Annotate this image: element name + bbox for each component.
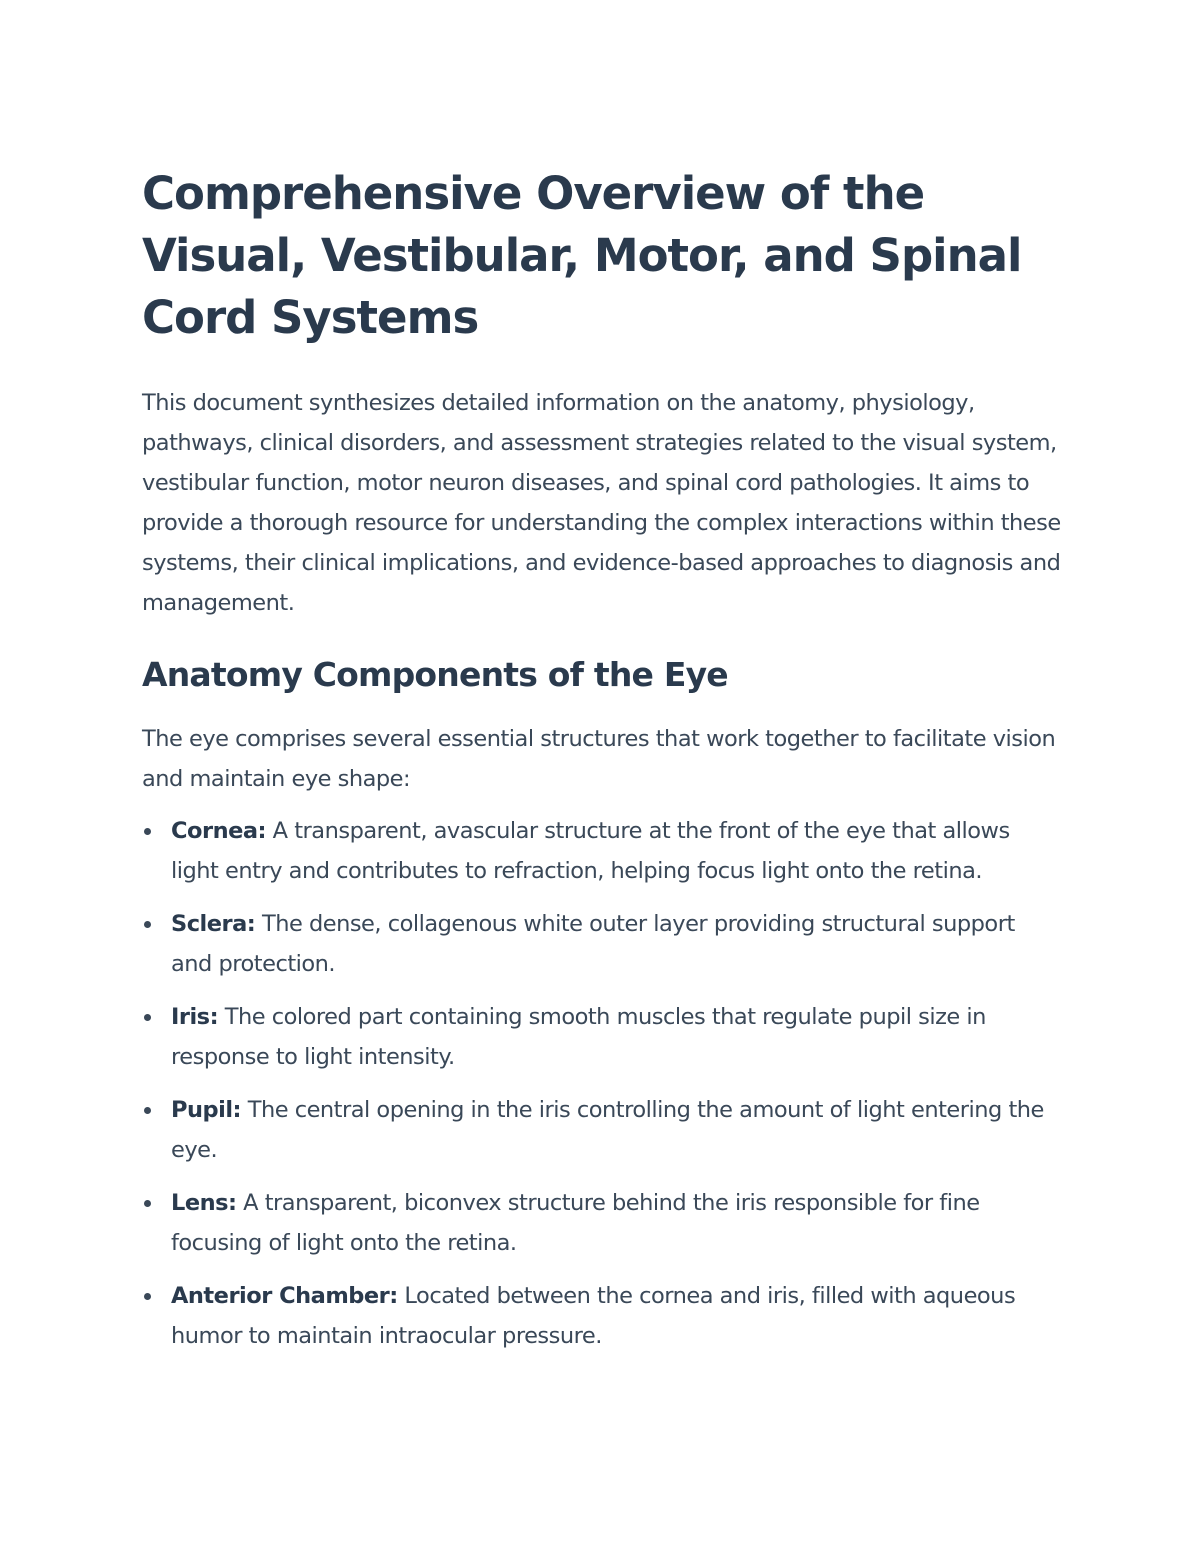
list-item-sclera xyxy=(142,904,1062,984)
list-item-term: Pupil: xyxy=(171,1097,242,1123)
bullet-icon xyxy=(144,1014,151,1021)
document-title: Comprehensive Overview of the Visual, Vestibular, Motor, and Spinal Cord Systems xyxy=(142,167,1022,344)
list-item-text: A transparent, biconvex structure behind the iris responsible for fine focusing of light onto the retina. xyxy=(171,1190,980,1256)
list-item-text: A transparent, avascular structure at the front of the eye that allows light entry and contributes to refraction, helping focus light onto the retina. xyxy=(171,818,1010,884)
document-page xyxy=(142,163,1062,1369)
eye-components-list xyxy=(142,811,1062,1356)
bullet-icon xyxy=(144,828,151,835)
bullet-icon xyxy=(144,1107,151,1114)
section-heading: Anatomy Components of the Eye xyxy=(142,655,728,694)
bullet-icon xyxy=(144,1293,151,1300)
list-item-term: Iris: xyxy=(171,1004,219,1030)
list-item-anterior-chamber xyxy=(142,1276,1062,1356)
list-item-term: Anterior Chamber: xyxy=(171,1283,398,1309)
list-item-term: Sclera: xyxy=(171,911,256,937)
list-item-lens xyxy=(142,1183,1062,1263)
list-item-cornea xyxy=(142,811,1062,891)
list-item-text: The central opening in the iris controlling the amount of light entering the eye. xyxy=(171,1097,1044,1163)
list-item-iris xyxy=(142,997,1062,1077)
list-item-pupil xyxy=(142,1090,1062,1170)
list-item-term: Lens: xyxy=(171,1190,237,1216)
list-item-text: The dense, collagenous white outer layer providing structural support and protection. xyxy=(171,911,1015,977)
bullet-icon xyxy=(144,921,151,928)
list-item-text: Located between the cornea and iris, filled with aqueous humor to maintain intraocular pressure. xyxy=(171,1283,1016,1349)
section-intro: The eye comprises several essential structures that work together to facilitate vision and maintain eye shape: xyxy=(142,726,1056,792)
list-item-term: Cornea: xyxy=(171,818,267,844)
bullet-icon xyxy=(144,1200,151,1207)
document-intro: This document synthesizes detailed information on the anatomy, physiology, pathways, clinical disorders, and assessment strategies related to the visual system, vestibular function, motor neuron diseases, and spinal cord pathologies. It aims to provide a thorough resource for understanding the complex interactions within these systems, their clinical implications, and evidence-based approaches to diagnosis and management. xyxy=(142,390,1061,616)
list-item-text: The colored part containing smooth muscles that regulate pupil size in response to light intensity. xyxy=(171,1004,986,1070)
